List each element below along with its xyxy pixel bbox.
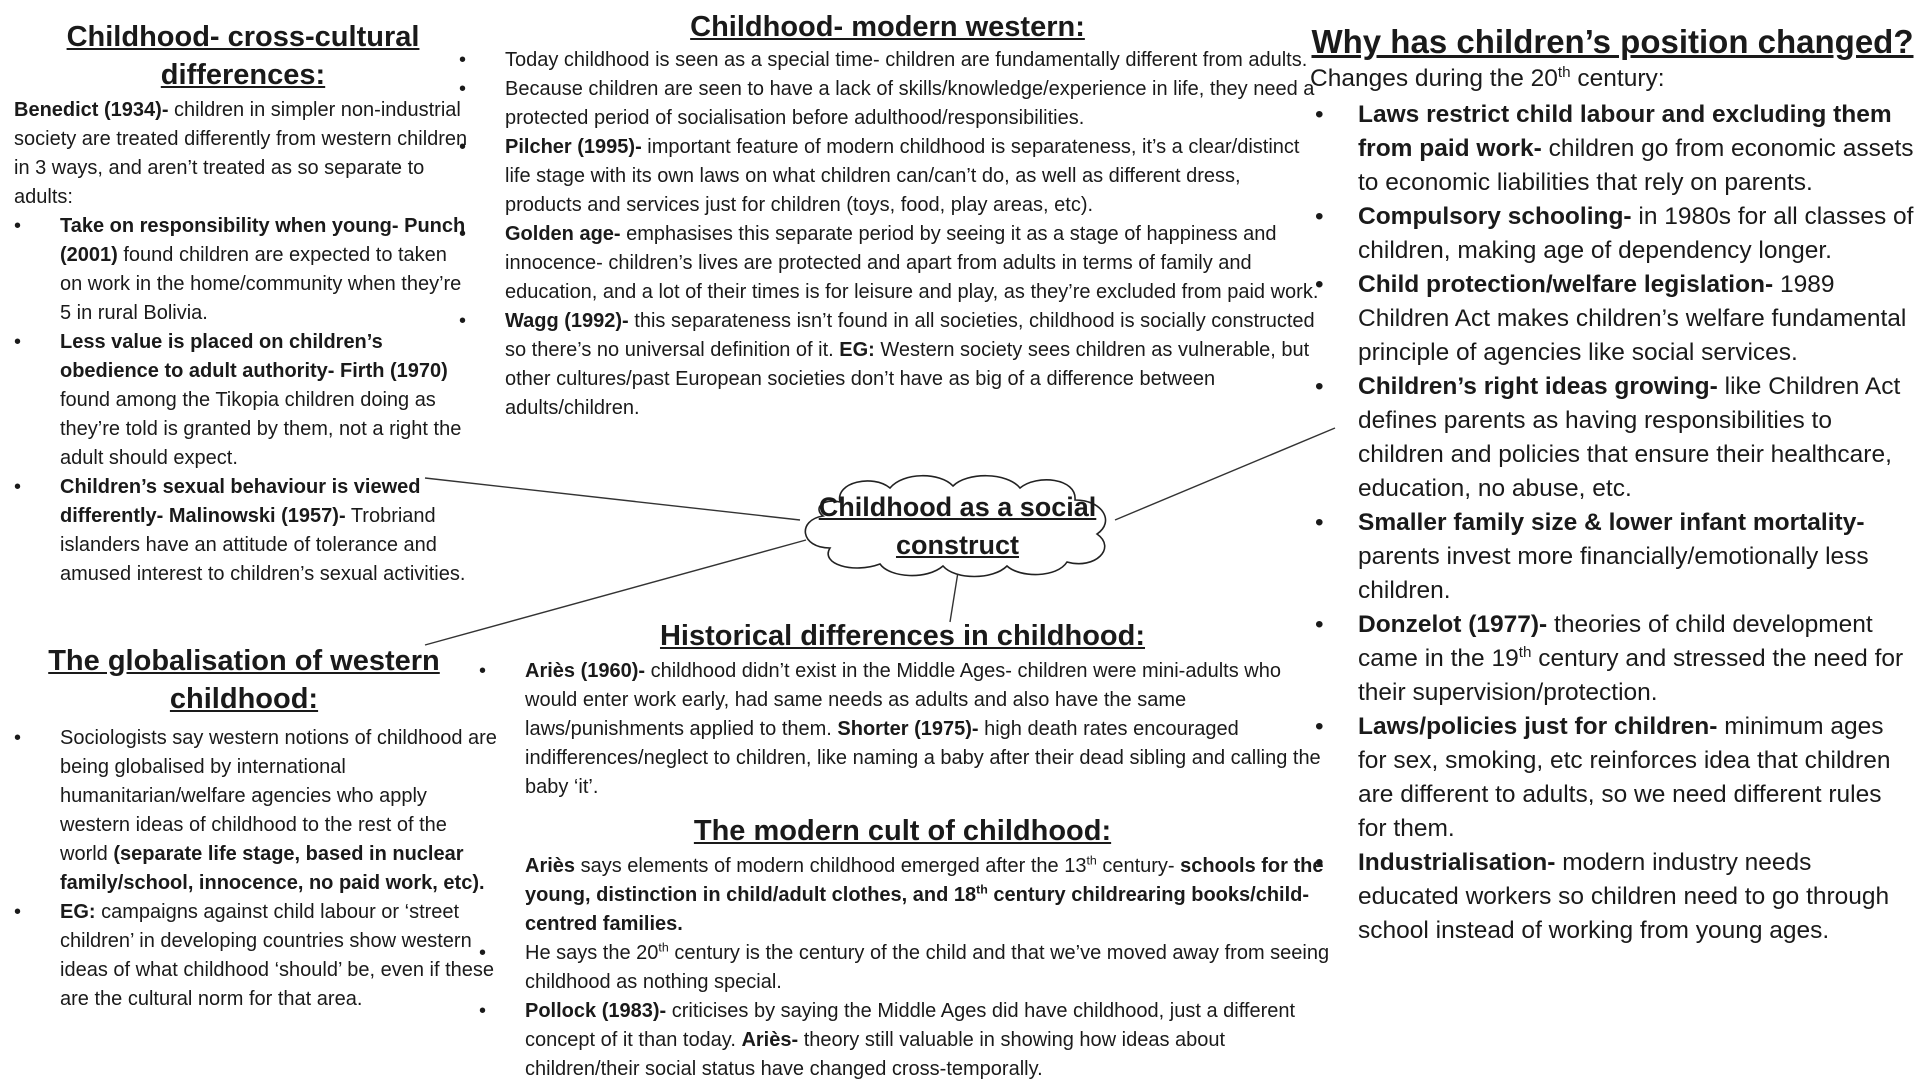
list-item-bold: Less value is placed on children’s obedience to adult authority- Firth (1970): [60, 331, 448, 382]
list-item-bold: Children’s sexual behaviour is viewed differently- Malinowski (1957)-: [60, 476, 421, 527]
list-item-text: century is the century of the child and that we’ve moved away from seeing childhood as nothing special.: [525, 942, 1330, 993]
why-changed-title: Why has children’s position changed?: [1311, 23, 1914, 60]
list-item-text: important feature of modern childhood is separateness, it’s a clear/distinct life stage with its own laws on what children can/can’t do, as well as different dress, products and services just for children (toys, food, play areas, etc).: [505, 136, 1300, 216]
list-item: [1310, 370, 1915, 506]
list-item-text: theories of child development came in the 19: [1358, 611, 1873, 672]
list-item-bold: Donzelot (1977)-: [1358, 611, 1548, 638]
list-item-bold: Children’s right ideas growing-: [1358, 373, 1718, 400]
list-item-text: children go from economic assets to economic liabilities that rely on parents.: [1358, 135, 1914, 196]
list-item-bold: Laws restrict child labour and excluding them from paid work-: [1358, 101, 1892, 162]
modern-cult-title: The modern cult of childhood:: [693, 815, 1112, 847]
why-changed-subtitle: [1310, 62, 1915, 96]
central-topic-line2: construct: [895, 530, 1020, 560]
cross-cultural-title-line1: Childhood- cross-cultural: [66, 21, 420, 53]
why-changed-list: [1310, 98, 1915, 948]
superscript-bold: th: [976, 882, 988, 897]
connector-to-why-changed: [1115, 428, 1335, 520]
superscript: th: [1518, 643, 1532, 661]
list-item-bold: (separate life stage, based in nuclear family/school, innocence, no paid work, etc).: [60, 843, 485, 894]
list-item-bold: Smaller family size & lower infant mortality-: [1358, 509, 1865, 536]
globalisation-title-line1: The globalisation of western: [48, 645, 440, 677]
list-item-text: modern industry needs educated workers so children need to go through school instead of working from young ages.: [1358, 849, 1890, 944]
modern-western-list: [455, 46, 1320, 423]
connector-to-cross-cultural: [425, 478, 800, 520]
cult-bold: schools for the young, distinction in child/adult clothes, and 18: [525, 855, 1324, 906]
cross-cultural-intro: [14, 96, 472, 212]
list-item-text: Western society sees children as vulnerable, but other cultures/past European societies don’t have as big of a difference between adults/children.: [505, 339, 1310, 419]
list-item: [1310, 268, 1915, 370]
historical-title: Historical differences in childhood:: [659, 620, 1145, 652]
list-item: [1310, 846, 1915, 948]
list-item: [1310, 98, 1915, 200]
list-item-text: 1989 Children Act makes children’s welfare fundamental principle of agencies like social services.: [1358, 271, 1907, 366]
list-item-text: campaigns against child labour or ‘street children’ in developing countries show western ideas of what childhood ‘should’ be, even if these are the cultural norm for that area.: [60, 901, 494, 1010]
list-item: [14, 328, 472, 473]
list-item-text: childhood didn’t exist in the Middle Ages- children were mini-adults who would enter work early, had same needs as adults and also have the same laws/punishments applied to them.: [525, 660, 1281, 740]
list-item-bold: EG:: [839, 339, 875, 361]
historical-section: [475, 617, 1330, 1084]
list-item-bold: Ariès (1960)-: [525, 660, 646, 682]
list-item-bold: Child protection/welfare legislation-: [1358, 271, 1774, 298]
list-item-text: high death rates encouraged indifferences/neglect to children, like naming a baby after their dead sibling and calling the baby ‘it’.: [525, 718, 1321, 798]
superscript: th: [1557, 63, 1571, 81]
list-item-text: found children are expected to taken on work in the home/community when they’re 5 in rural Bolivia.: [60, 244, 462, 324]
list-item-text: Sociologists say western notions of childhood are being globalised by international humanitarian/welfare agencies who apply western ideas of childhood to the rest of the world: [60, 727, 497, 865]
superscript: [976, 882, 988, 896]
superscript: th: [1086, 853, 1097, 868]
list-item-text: Because children are seen to have a lack of skills/knowledge/experience in life, they need a protected period of socialisation before adulthood/responsibilities.: [505, 78, 1315, 129]
benedict-ref: Benedict (1934)-: [14, 99, 169, 121]
list-item: [14, 898, 499, 1014]
globalisation-title-line2: childhood:: [169, 683, 319, 715]
list-item: [455, 220, 1320, 307]
cross-cultural-section: [14, 18, 472, 589]
list-item-bold: EG:: [60, 901, 96, 923]
central-topic: [800, 488, 1115, 564]
globalisation-section: [14, 642, 499, 1014]
globalisation-list: [14, 724, 499, 1014]
list-item: [475, 939, 1330, 997]
modern-cult-intro: [475, 852, 1330, 939]
list-item-bold: Take on responsibility when young- Punch (2001): [60, 215, 466, 266]
globalisation-title: [14, 642, 474, 718]
list-item-text: century and stressed the need for their supervision/protection.: [1358, 645, 1904, 706]
central-topic-line1: Childhood as a social: [818, 492, 1097, 522]
cult-text: says elements of modern childhood emerged after the 13: [575, 855, 1087, 877]
list-item-text: Trobriand islanders have an attitude of tolerance and amused interest to children’s sexual activities.: [60, 505, 466, 585]
list-item-text: found among the Tikopia children doing as they’re told is granted by them, not a right the adult should expect.: [60, 389, 462, 469]
why-changed-section: [1310, 22, 1915, 948]
list-item: [14, 724, 499, 898]
cross-cultural-title-line2: differences:: [160, 59, 326, 91]
list-item-bold: Pilcher (1995)-: [505, 136, 642, 158]
list-item-text: He says the 20: [525, 942, 659, 964]
list-item-text: like Children Act defines parents as having responsibilities to children and policies that ensure their healthcare, education, no abuse, etc.: [1358, 373, 1901, 502]
cross-cultural-intro-text: children in simpler non-industrial society are treated differently from western children in 3 ways, and aren’t treated as so separate to adults:: [14, 99, 468, 208]
list-item-bold: Ariès-: [741, 1029, 799, 1051]
list-item: [1310, 608, 1915, 710]
subtitle-text: century:: [1570, 65, 1665, 92]
modern-western-section: [455, 8, 1320, 423]
list-item: [1310, 710, 1915, 846]
modern-western-title: Childhood- modern western:: [690, 11, 1085, 43]
list-item: [475, 657, 1330, 802]
cross-cultural-list: [14, 212, 472, 589]
superscript: th: [658, 940, 669, 955]
list-item: [455, 307, 1320, 423]
list-item: [455, 46, 1320, 75]
list-item-text: parents invest more financially/emotionally less children.: [1358, 543, 1869, 604]
cross-cultural-title: [14, 18, 472, 94]
list-item-bold: Golden age-: [505, 223, 621, 245]
list-item: [475, 997, 1330, 1084]
list-item-bold: Shorter (1975)-: [837, 718, 979, 740]
list-item-text: criticises by saying the Middle Ages did have childhood, just a different concept of it than today.: [525, 1000, 1296, 1051]
list-item: [1310, 200, 1915, 268]
list-item-text: in 1980s for all classes of children, making age of dependency longer.: [1358, 203, 1914, 264]
list-item-text: Today childhood is seen as a special time- children are fundamentally different from adults.: [505, 49, 1308, 71]
list-item: [14, 473, 472, 589]
subtitle-text: Changes during the 20: [1310, 65, 1558, 92]
list-item-text: this separateness isn’t found in all societies, childhood is socially constructed so there’s no universal definition of it.: [505, 310, 1315, 361]
list-item: [1310, 506, 1915, 608]
list-item-bold: Pollock (1983)-: [525, 1000, 667, 1022]
historical-list: [475, 657, 1330, 802]
list-item-bold: Laws/policies just for children-: [1358, 713, 1718, 740]
cult-text: century-: [1096, 855, 1181, 877]
list-item-bold: Compulsory schooling-: [1358, 203, 1632, 230]
list-item: [14, 212, 472, 328]
list-item: [455, 75, 1320, 133]
modern-cult-list: [475, 939, 1330, 1084]
cult-bold: century childrearing books/child-centred families.: [525, 884, 1310, 935]
list-item-text: minimum ages for sex, smoking, etc reinforces idea that children are different to adults, so we need different rules for them.: [1358, 713, 1891, 842]
list-item-bold: Industrialisation-: [1358, 849, 1556, 876]
list-item-text: theory still valuable in showing how ideas about children/their social status have changed cross-temporally.: [525, 1029, 1226, 1080]
list-item-text: emphasises this separate period by seeing it as a stage of happiness and innocence- children’s lives are protected and apart from adults in terms of family and education, and a lot of their times is for leisure and play, as they’re excluded from paid work.: [505, 223, 1319, 303]
aries-ref: Ariès: [525, 855, 576, 877]
list-item-bold: Wagg (1992)-: [505, 310, 629, 332]
list-item: [455, 133, 1320, 220]
